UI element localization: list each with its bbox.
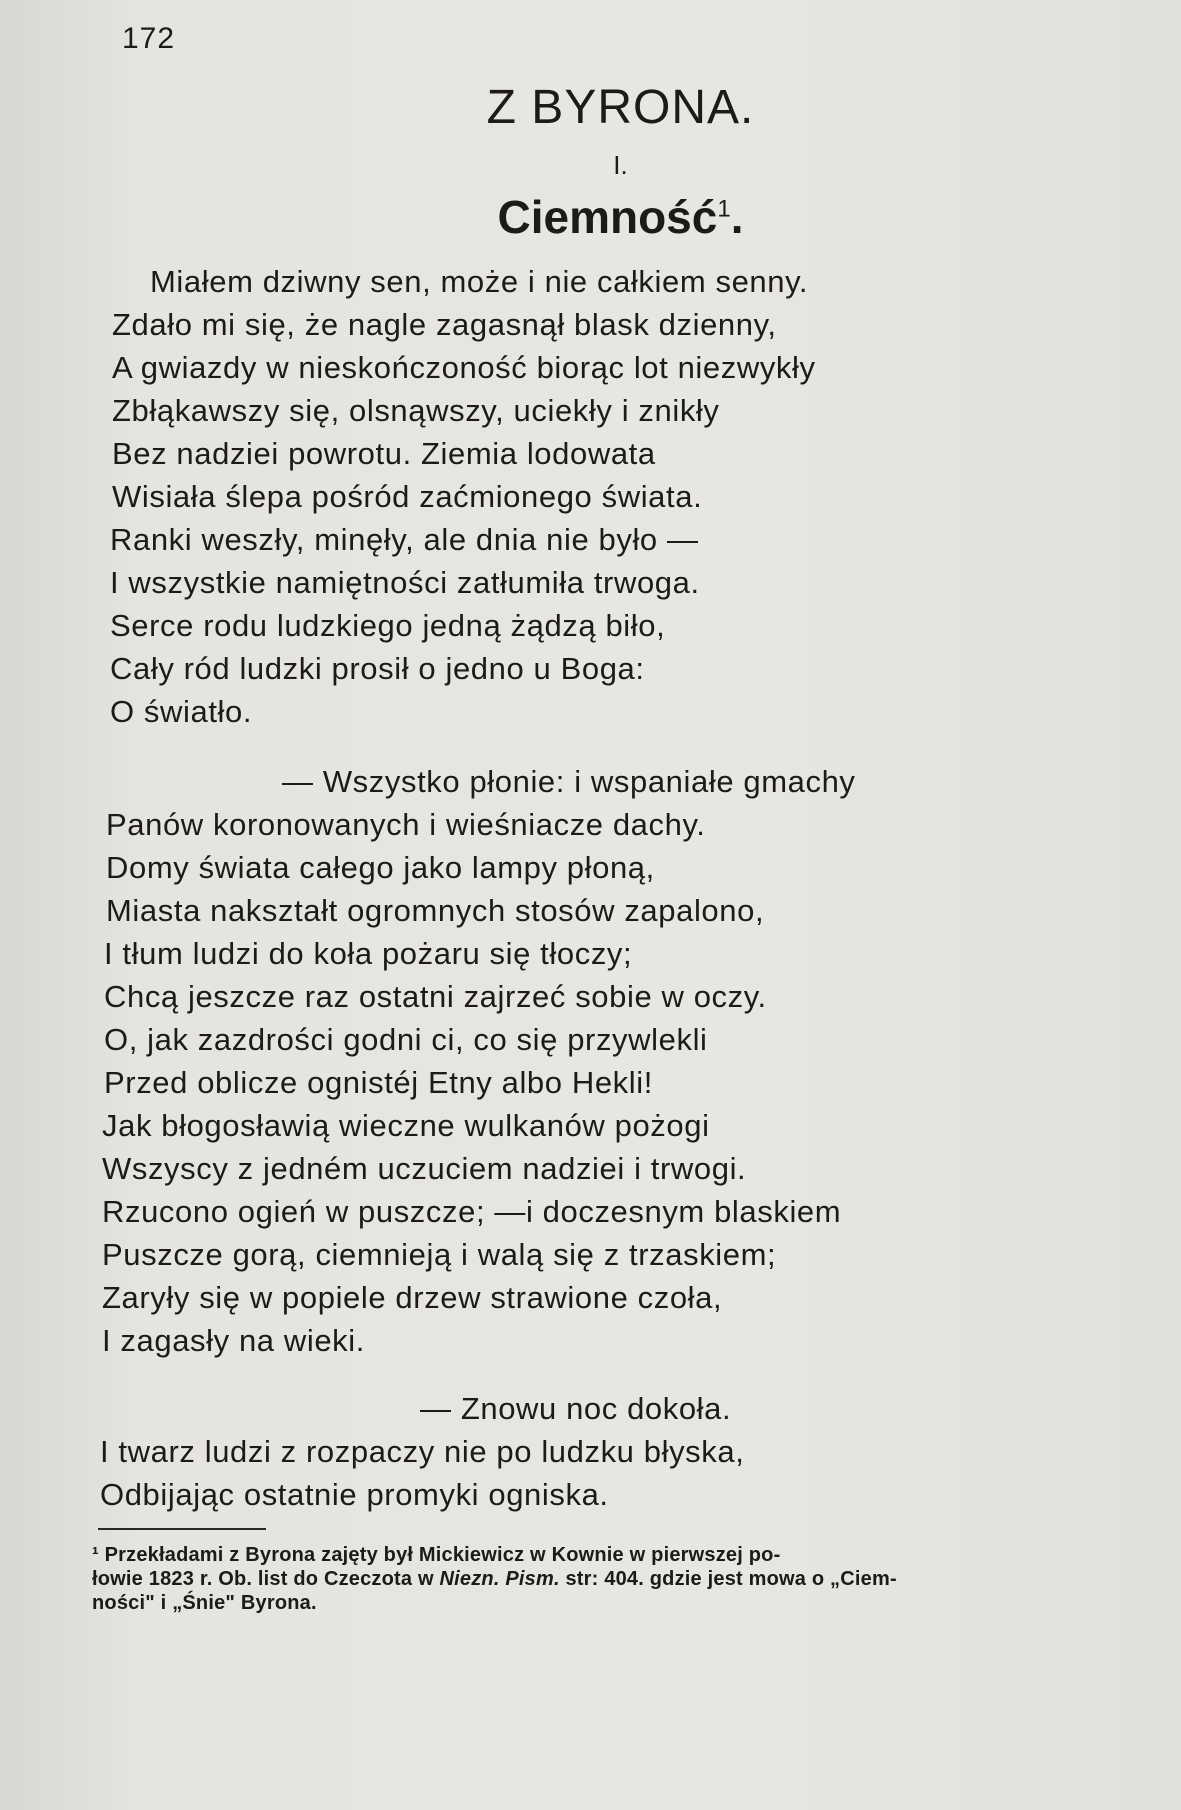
footnote-line: ności" i „Śnie" Byrona. xyxy=(92,1592,317,1614)
poem-line: Bez nadziei powrotu. Ziemia lodowata xyxy=(112,436,656,471)
poem-title-text: Ciemność xyxy=(497,191,718,243)
chapter-title: Z BYRONA. xyxy=(486,81,755,134)
page-number: 172 xyxy=(122,22,176,55)
poem-line: — Wszystko płonie: i wspaniałe gmachy xyxy=(282,764,856,799)
poem-line: Miasta nakształt ogromnych stosów zapalono, xyxy=(106,893,765,928)
poem-line: Wisiała ślepa pośród zaćmionego świata. xyxy=(112,479,703,514)
poem-line: A gwiazdy w nieskończoność biorąc lot niezwykły xyxy=(112,350,816,385)
poem-line: Chcą jeszcze raz ostatni zajrzeć sobie w oczy. xyxy=(104,979,767,1014)
poem-line: Domy świata całego jako lampy płoną, xyxy=(106,850,655,885)
poem-line: O, jak zazdrości godni ci, co się przywlekli xyxy=(104,1022,708,1057)
poem-line: Serce rodu ludzkiego jedną żądzą biło, xyxy=(110,608,666,643)
poem-line: Jak błogosławią wieczne wulkanów pożogi xyxy=(102,1108,710,1143)
footnote xyxy=(92,1543,1102,1615)
poem-line: Przed oblicze ognistéj Etny albo Hekli! xyxy=(104,1065,653,1100)
poem-line: I wszystkie namiętności zatłumiła trwoga. xyxy=(110,565,700,600)
footnote-marker: 1 xyxy=(717,195,731,223)
poem-line: Rzucono ogień w puszcze; —i doczesnym blaskiem xyxy=(102,1194,842,1229)
poem-line: Panów koronowanych i wieśniacze dachy. xyxy=(106,807,706,842)
footnote-line: ¹ Przekładami z Byrona zajęty był Mickiewicz w Kownie w pierwszej po- xyxy=(92,1544,781,1566)
poem-line: Wszyscy z jedném uczuciem nadziei i trwogi. xyxy=(102,1151,747,1186)
poem-line: I tłum ludzi do koła pożaru się tłoczy; xyxy=(104,936,633,971)
poem-title xyxy=(0,190,1181,244)
poem-line: Zbłąkawszy się, olsnąwszy, uciekły i znikły xyxy=(112,393,720,428)
poem-line: I zagasły na wieki. xyxy=(102,1323,365,1358)
poem-line: Cały ród ludzki prosił o jedno u Boga: xyxy=(110,651,645,686)
poem-line: I twarz ludzi z rozpaczy nie po ludzku błyska, xyxy=(100,1434,745,1469)
poem-line: O światło. xyxy=(110,694,253,729)
poem-line: Miałem dziwny sen, może i nie całkiem senny. xyxy=(150,264,809,299)
poem-title-period: . xyxy=(730,191,744,243)
footnote-text: str: 404. gdzie jest mowa o „Ciem- xyxy=(559,1568,897,1590)
footnote-line xyxy=(92,1567,1102,1591)
section-number: I. xyxy=(613,150,628,180)
poem-line: Ranki weszły, minęły, ale dnia nie było — xyxy=(110,522,699,557)
footnote-source-title: Niezn. Pism. xyxy=(439,1568,560,1590)
footnote-text: łowie 1823 r. Ob. list do Czeczota w xyxy=(92,1568,440,1590)
poem-line: — Znowu noc dokoła. xyxy=(420,1391,732,1426)
footnote-divider xyxy=(98,1528,266,1530)
poem-line: Odbijając ostatnie promyki ogniska. xyxy=(100,1477,609,1512)
poem-line: Puszcze gorą, ciemnieją i walą się z trzaskiem; xyxy=(102,1237,777,1272)
poem-line: Zdało mi się, że nagle zagasnął blask dzienny, xyxy=(112,307,777,342)
poem-line: Zaryły się w popiele drzew strawione czoła, xyxy=(102,1280,723,1315)
